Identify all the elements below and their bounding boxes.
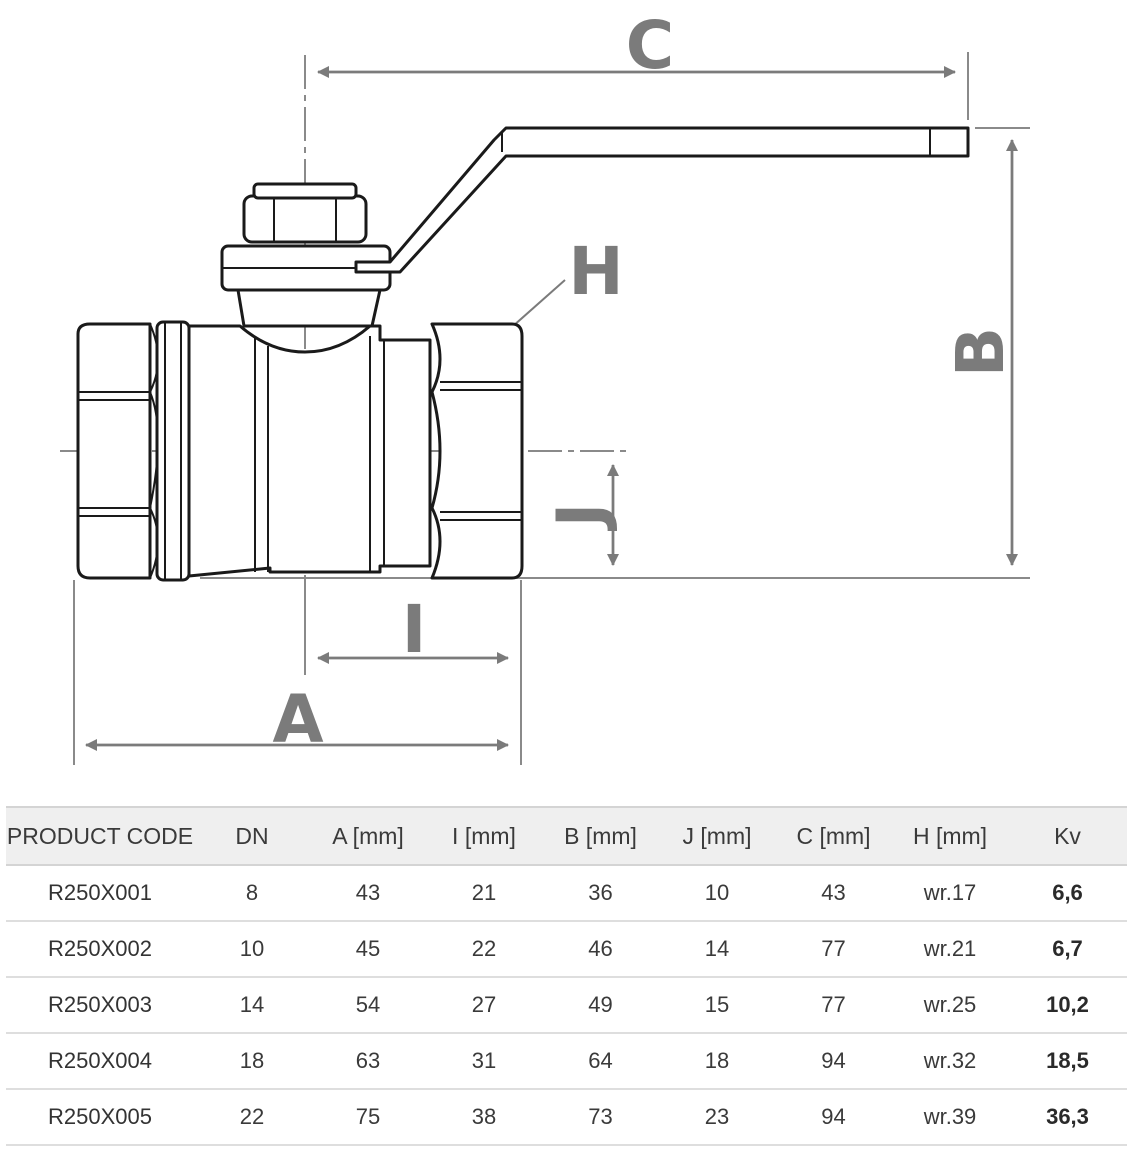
- table-row: [6, 865, 1127, 921]
- cell-i: 38: [426, 1089, 542, 1145]
- cell-h: wr.32: [892, 1033, 1008, 1089]
- cell-product-code: R250X004: [6, 1033, 194, 1089]
- cell-b: 46: [542, 921, 659, 977]
- cell-j: 15: [659, 977, 775, 1033]
- cell-j: 23: [659, 1089, 775, 1145]
- valve-body: [78, 128, 968, 580]
- cell-j: 14: [659, 921, 775, 977]
- header-a: A [mm]: [310, 807, 426, 865]
- header-j: J [mm]: [659, 807, 775, 865]
- table-row: [6, 921, 1127, 977]
- cell-i: 27: [426, 977, 542, 1033]
- header-product-code: PRODUCT CODE: [6, 807, 194, 865]
- dimension-label-j: J: [543, 502, 620, 528]
- cell-product-code: R250X001: [6, 865, 194, 921]
- cell-b: 73: [542, 1089, 659, 1145]
- cell-dn: 14: [194, 977, 310, 1033]
- stem-nut: [244, 196, 366, 242]
- table-row: [6, 1089, 1127, 1145]
- header-c: C [mm]: [775, 807, 892, 865]
- cell-dn: 8: [194, 865, 310, 921]
- header-h: H [mm]: [892, 807, 1008, 865]
- dimension-label-a: A: [272, 681, 324, 758]
- specification-table: [6, 806, 1127, 1146]
- cell-b: 64: [542, 1033, 659, 1089]
- stem-neck: [238, 290, 380, 326]
- cell-a: 43: [310, 865, 426, 921]
- cell-kv: 10,2: [1008, 977, 1127, 1033]
- table-header-row: [6, 807, 1127, 865]
- dimension-label-c: C: [625, 7, 675, 84]
- cell-dn: 10: [194, 921, 310, 977]
- cell-h: wr.25: [892, 977, 1008, 1033]
- cell-a: 54: [310, 977, 426, 1033]
- cell-c: 77: [775, 977, 892, 1033]
- cell-kv: 6,6: [1008, 865, 1127, 921]
- cell-dn: 22: [194, 1089, 310, 1145]
- cell-i: 31: [426, 1033, 542, 1089]
- dimension-label-b: B: [942, 326, 1019, 378]
- cell-c: 43: [775, 865, 892, 921]
- cell-a: 45: [310, 921, 426, 977]
- cell-c: 94: [775, 1089, 892, 1145]
- header-dn: DN: [194, 807, 310, 865]
- header-b: B [mm]: [542, 807, 659, 865]
- cell-dn: 18: [194, 1033, 310, 1089]
- central-body: [189, 326, 430, 576]
- dimension-label-h: H: [568, 233, 624, 310]
- cell-h: wr.39: [892, 1089, 1008, 1145]
- cell-j: 18: [659, 1033, 775, 1089]
- header-kv: Kv: [1008, 807, 1127, 865]
- cell-b: 49: [542, 977, 659, 1033]
- cell-h: wr.21: [892, 921, 1008, 977]
- cell-kv: 6,7: [1008, 921, 1127, 977]
- cell-c: 77: [775, 921, 892, 977]
- dimension-label-i: I: [401, 591, 427, 668]
- cell-kv: 18,5: [1008, 1033, 1127, 1089]
- table-row: [6, 977, 1127, 1033]
- cell-h: wr.17: [892, 865, 1008, 921]
- left-hex-end: [78, 324, 150, 578]
- header-i: I [mm]: [426, 807, 542, 865]
- cell-product-code: R250X003: [6, 977, 194, 1033]
- cell-product-code: R250X005: [6, 1089, 194, 1145]
- cell-i: 21: [426, 865, 542, 921]
- valve-handle: [356, 128, 968, 272]
- right-hex-end: [432, 324, 522, 578]
- cell-a: 75: [310, 1089, 426, 1145]
- table-row: [6, 1033, 1127, 1089]
- cell-c: 94: [775, 1033, 892, 1089]
- cell-j: 10: [659, 865, 775, 921]
- cell-i: 22: [426, 921, 542, 977]
- cell-a: 63: [310, 1033, 426, 1089]
- cell-b: 36: [542, 865, 659, 921]
- cell-kv: 36,3: [1008, 1089, 1127, 1145]
- cell-product-code: R250X002: [6, 921, 194, 977]
